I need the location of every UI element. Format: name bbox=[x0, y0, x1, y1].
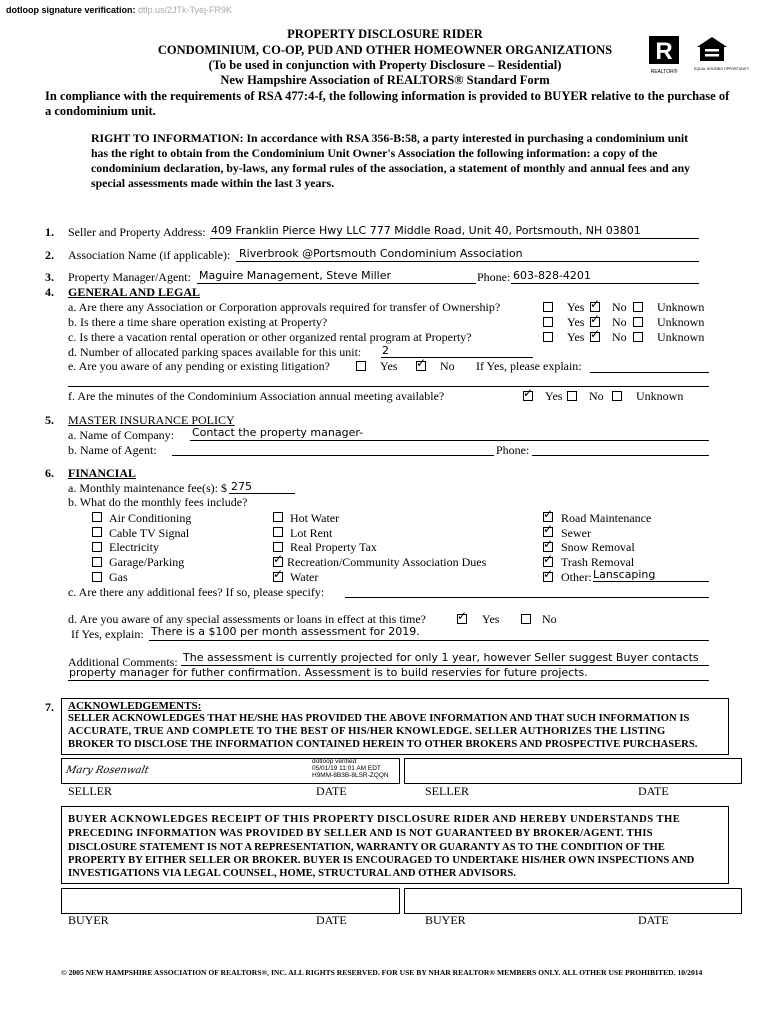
additional-comments-line-2 bbox=[68, 680, 709, 681]
fee-cable-tv-label: Cable TV Signal bbox=[109, 526, 190, 540]
section-7-number: 7. bbox=[45, 700, 54, 714]
additional-fees-label: c. Are there any additional fees? If so, please specify: bbox=[68, 585, 325, 599]
q4a-yes-label: Yes bbox=[567, 300, 585, 314]
fee-sewer-checkbox[interactable] bbox=[543, 527, 553, 537]
seller-ack-line-1: SELLER ACKNOWLEDGES THAT HE/SHE HAS PROVIDED THE ABOVE INFORMATION AND THAT SUCH INFORMATION IS bbox=[68, 713, 690, 724]
question-4f: f. Are the minutes of the Condominium Association annual meeting available? bbox=[68, 389, 445, 403]
insurance-company-label: a. Name of Company: bbox=[68, 428, 174, 442]
insurance-phone-line[interactable] bbox=[532, 455, 709, 456]
buyer-date-label-2: DATE bbox=[638, 913, 669, 927]
seller-signature-box-2[interactable] bbox=[404, 758, 742, 784]
fee-water-checkbox[interactable] bbox=[273, 572, 283, 582]
fee-garage-parking-label: Garage/Parking bbox=[109, 555, 185, 569]
q4a-yes-checkbox[interactable] bbox=[543, 302, 553, 312]
question-4a: a. Are there any Association or Corporation approvals required for transfer of Ownership? bbox=[68, 300, 501, 314]
association-name-field[interactable]: Riverbrook @Portsmouth Condominium Association bbox=[239, 247, 523, 260]
fee-other-label: Other: bbox=[561, 570, 592, 584]
fee-lot-rent-label: Lot Rent bbox=[290, 526, 333, 540]
question-4c: c. Is there a vacation rental operation or other organized rental program at Property? bbox=[68, 330, 472, 344]
equal-housing-icon bbox=[694, 35, 750, 71]
q4e-no-checkbox[interactable] bbox=[416, 361, 426, 371]
seller-ack-line-2: ACCURATE, TRUE AND COMPLETE TO THE BEST OF HIS/HER KNOWLEDGE. SELLER AUTHORIZES THE LISTING bbox=[68, 726, 666, 737]
fee-cable-tv-checkbox[interactable] bbox=[92, 527, 102, 537]
copyright-footer: © 2005 NEW HAMPSHIRE ASSOCIATION OF REALTORS®, INC. ALL RIGHTS RESERVED. FOR USE BY NHAR REALTOR® MEMBERS ONLY. ALL OTHER USE PROHIBITED. 10/2014 bbox=[61, 968, 703, 977]
fee-other-line bbox=[593, 581, 709, 582]
financial-heading: FINANCIAL bbox=[68, 466, 137, 480]
buyer-signature-box-2[interactable] bbox=[404, 888, 742, 914]
q4c-no-checkbox[interactable] bbox=[590, 332, 600, 342]
svg-text:R: R bbox=[655, 38, 673, 65]
seller-signature: Mary Rosenwalt bbox=[64, 765, 150, 776]
seller-ack-line-3: BROKER TO DISCLOSE THE INFORMATION CONTAINED HEREIN TO OTHER BROKERS AND PROSPECTIVE PURCHASERS. bbox=[68, 739, 698, 750]
fee-garage-parking-checkbox[interactable] bbox=[92, 557, 102, 567]
q4b-unknown-checkbox[interactable] bbox=[633, 317, 643, 327]
buyer-signature-box-1[interactable] bbox=[61, 888, 400, 914]
acknowledgements-heading: ACKNOWLEDGEMENTS: bbox=[68, 700, 202, 712]
seller-address-line bbox=[210, 238, 699, 239]
fee-trash-removal-label: Trash Removal bbox=[561, 555, 635, 569]
fee-real-property-tax-checkbox[interactable] bbox=[273, 542, 283, 552]
buyer-ack-line-5: INVESTIGATIONS VIA LEGAL COUNSEL, HOME, STRUCTURAL AND OTHER ADVISORS. bbox=[68, 868, 516, 879]
dotloop-verified-stamp bbox=[312, 758, 389, 779]
section-4-number: 4. bbox=[45, 285, 54, 299]
fee-real-property-tax-label: Real Property Tax bbox=[290, 540, 377, 554]
verification-link[interactable]: dtlp.us/2JTk-Tyej-FR9K bbox=[138, 5, 233, 15]
fee-lot-rent-checkbox[interactable] bbox=[273, 527, 283, 537]
q4f-yes-label: Yes bbox=[545, 389, 563, 403]
q4a-unknown-label: Unknown bbox=[657, 300, 705, 314]
realtor-logo-text: REALTOR® bbox=[650, 69, 678, 75]
form-association: New Hampshire Association of REALTORS® Standard Form bbox=[220, 73, 550, 87]
dotloop-verification bbox=[6, 5, 232, 15]
q4a-no-checkbox[interactable] bbox=[590, 302, 600, 312]
seller-date-label-1: DATE bbox=[316, 784, 347, 798]
verification-label: dotloop signature verification: bbox=[6, 5, 136, 15]
section-2-number: 2. bbox=[45, 248, 54, 262]
special-assessments-question: d. Are you aware of any special assessments or loans in effect at this time? bbox=[68, 612, 427, 626]
assessments-no-label: No bbox=[542, 612, 557, 626]
insurance-agent-line[interactable] bbox=[172, 455, 494, 456]
right-to-info-4: special assessments made within the last 3 years. bbox=[91, 176, 335, 190]
fee-road-maintenance-checkbox[interactable] bbox=[543, 512, 553, 522]
assessments-yes-label: Yes bbox=[482, 612, 500, 626]
association-name-line bbox=[236, 261, 699, 262]
master-insurance-heading: MASTER INSURANCE POLICY bbox=[68, 413, 235, 427]
section-6-number: 6. bbox=[45, 466, 54, 480]
property-manager-label: Property Manager/Agent: bbox=[68, 270, 191, 284]
q4e-no-label: No bbox=[440, 359, 455, 373]
parking-spaces-field[interactable]: 2 bbox=[382, 344, 389, 357]
q4a-no-label: No bbox=[612, 300, 627, 314]
q4f-no-label: No bbox=[589, 389, 604, 403]
property-manager-field[interactable]: Maguire Management, Steve Miller bbox=[199, 269, 392, 282]
fee-other-checkbox[interactable] bbox=[543, 572, 553, 582]
q4b-no-label: No bbox=[612, 315, 627, 329]
buyer-label-2: BUYER bbox=[425, 913, 466, 927]
question-4e: e. Are you aware of any pending or existing litigation? bbox=[68, 359, 330, 373]
fee-sewer-label: Sewer bbox=[561, 526, 591, 540]
property-manager-phone-field[interactable]: 603-828-4201 bbox=[513, 269, 591, 282]
q4c-yes-checkbox[interactable] bbox=[543, 332, 553, 342]
q4e-explain-line-2[interactable] bbox=[68, 386, 709, 387]
fee-recreation-dues-checkbox[interactable] bbox=[273, 557, 283, 567]
seller-label-1: SELLER bbox=[68, 784, 112, 798]
form-usage-note: (To be used in conjunction with Property Disclosure – Residential) bbox=[208, 58, 562, 72]
additional-fees-line[interactable] bbox=[345, 597, 709, 598]
fee-trash-removal-checkbox[interactable] bbox=[543, 557, 553, 567]
section-5-number: 5. bbox=[45, 413, 54, 427]
fee-hot-water-checkbox[interactable] bbox=[273, 512, 283, 522]
assessments-explain-field[interactable]: There is a $100 per month assessment for 2019. bbox=[151, 625, 420, 638]
section-1-number: 1. bbox=[45, 225, 54, 239]
equal-housing-text: EQUAL HOUSING OPPORTUNITY bbox=[694, 67, 750, 71]
q4c-unknown-checkbox[interactable] bbox=[633, 332, 643, 342]
buyer-label-1: BUYER bbox=[68, 913, 109, 927]
seller-address-field[interactable]: 409 Franklin Pierce Hwy LLC 777 Middle Road, Unit 40, Portsmouth, NH 03801 bbox=[211, 224, 641, 237]
fee-gas-checkbox[interactable] bbox=[92, 572, 102, 582]
maintenance-fee-field[interactable]: 275 bbox=[231, 480, 252, 493]
property-manager-phone-line bbox=[511, 283, 699, 284]
buyer-ack-line-1: BUYER ACKNOWLEDGES RECEIPT OF THIS PROPERTY DISCLOSURE RIDER AND HEREBY UNDERSTANDS THE bbox=[68, 814, 681, 825]
dotloop-stamp-line-2: 05/01/19 11:01 AM EDT bbox=[312, 765, 381, 772]
general-legal-heading: GENERAL AND LEGAL bbox=[68, 285, 201, 299]
additional-comments-field-1[interactable]: The assessment is currently projected for only 1 year, however Seller suggest Buyer contacts bbox=[183, 651, 699, 664]
fee-electricity-checkbox[interactable] bbox=[92, 542, 102, 552]
fee-recreation-dues-label: Recreation/Community Association Dues bbox=[287, 555, 487, 569]
q4f-no-checkbox[interactable] bbox=[567, 391, 577, 401]
q4c-yes-label: Yes bbox=[567, 330, 585, 344]
buyer-date-label-1: DATE bbox=[316, 913, 347, 927]
fee-electricity-label: Electricity bbox=[109, 540, 159, 554]
fee-air-conditioning-checkbox[interactable] bbox=[92, 512, 102, 522]
dotloop-stamp-line-1: dotloop verified bbox=[312, 758, 357, 765]
association-name-label: Association Name (if applicable): bbox=[68, 248, 231, 262]
q4e-yes-checkbox[interactable] bbox=[356, 361, 366, 371]
fee-water-label: Water bbox=[290, 570, 319, 584]
seller-label-2: SELLER bbox=[425, 784, 469, 798]
right-to-info-1: RIGHT TO INFORMATION: In accordance with RSA 356-B:58, a party interested in purchasing a condominium unit bbox=[91, 131, 689, 145]
fees-include-label: b. What do the monthly fees include? bbox=[68, 495, 248, 509]
q4c-unknown-label: Unknown bbox=[657, 330, 705, 344]
section-3-number: 3. bbox=[45, 270, 54, 284]
form-subtitle: CONDOMINIUM, CO-OP, PUD AND OTHER HOMEOWNER ORGANIZATIONS bbox=[157, 43, 613, 57]
assessments-explain-line bbox=[149, 640, 709, 641]
right-to-info-2: has the right to obtain from the Condominium Unit Owner's Association the following information: a copy of the bbox=[91, 146, 658, 160]
maintenance-fee-line bbox=[229, 493, 295, 494]
dotloop-stamp-line-3: H9MM-8B3B-8LSR-ZQQN bbox=[312, 772, 389, 779]
q4b-no-checkbox[interactable] bbox=[590, 317, 600, 327]
maintenance-fee-label: a. Monthly maintenance fee(s): $ bbox=[68, 481, 227, 495]
form-title: PROPERTY DISCLOSURE RIDER bbox=[287, 27, 483, 41]
assessments-no-checkbox[interactable] bbox=[521, 614, 531, 624]
buyer-ack-line-3: DISCLOSURE STATEMENT IS NOT A REPRESENTATION, WARRANTY OR GUARANTY AS TO THE CONDITION OF THE bbox=[68, 842, 665, 853]
assessments-explain-label: If Yes, explain: bbox=[71, 627, 144, 641]
fee-gas-label: Gas bbox=[109, 570, 128, 584]
right-to-info-3: condominium declaration, by-laws, any formal rules of the association, a statement of monthly and annual fees and any bbox=[91, 161, 691, 175]
q4a-unknown-checkbox[interactable] bbox=[633, 302, 643, 312]
assessments-yes-checkbox[interactable] bbox=[457, 614, 467, 624]
fee-air-conditioning-label: Air Conditioning bbox=[109, 511, 192, 525]
fee-snow-removal-checkbox[interactable] bbox=[543, 542, 553, 552]
q4f-unknown-label: Unknown bbox=[636, 389, 684, 403]
q4b-unknown-label: Unknown bbox=[657, 315, 705, 329]
fee-snow-removal-label: Snow Removal bbox=[561, 540, 635, 554]
question-4d: d. Number of allocated parking spaces available for this unit: bbox=[68, 345, 362, 359]
q4b-yes-label: Yes bbox=[567, 315, 585, 329]
compliance-text: In compliance with the requirements of RSA 477:4-f, the following information is provided to BUYER relative to the purchase of bbox=[45, 89, 730, 103]
compliance-text-2: a condominium unit. bbox=[45, 104, 156, 118]
fee-hot-water-label: Hot Water bbox=[290, 511, 340, 525]
property-manager-line bbox=[197, 283, 476, 284]
additional-comments-label: Additional Comments: bbox=[68, 655, 178, 669]
insurance-company-field[interactable]: Contact the property manager- bbox=[192, 426, 364, 439]
buyer-ack-line-4: PROPERTY BY EITHER SELLER OR BROKER. BUYER IS ENCOURAGED TO UNDERTAKE HIS/HER OWN INSPECTIONS AND bbox=[68, 855, 695, 866]
seller-date-label-2: DATE bbox=[638, 784, 669, 798]
additional-comments-field-2[interactable]: property manager for futher confirmation. Assessment is to build reservies for future projects. bbox=[69, 666, 588, 679]
insurance-company-line bbox=[190, 440, 709, 441]
insurance-agent-label: b. Name of Agent: bbox=[68, 443, 157, 457]
q4f-unknown-checkbox[interactable] bbox=[612, 391, 622, 401]
buyer-ack-line-2: PRECEDING INFORMATION WAS PROVIDED BY SELLER AND IS NOT GUARANTEED BY BROKER/AGENT. THIS bbox=[68, 828, 653, 839]
q4b-yes-checkbox[interactable] bbox=[543, 317, 553, 327]
q4e-explain-label: If Yes, please explain: bbox=[476, 359, 582, 373]
q4f-yes-checkbox[interactable] bbox=[523, 391, 533, 401]
parking-spaces-line bbox=[381, 357, 533, 358]
q4e-explain-line[interactable] bbox=[590, 372, 709, 373]
question-4b: b. Is there a time share operation existing at Property? bbox=[68, 315, 328, 329]
q4c-no-label: No bbox=[612, 330, 627, 344]
property-manager-phone-label: Phone: bbox=[477, 270, 511, 284]
insurance-phone-label: Phone: bbox=[496, 443, 530, 457]
fee-other-field[interactable]: Lanscaping bbox=[593, 568, 656, 581]
realtor-logo-icon bbox=[648, 35, 680, 75]
seller-address-label: Seller and Property Address: bbox=[68, 225, 206, 239]
q4e-yes-label: Yes bbox=[380, 359, 398, 373]
fee-road-maintenance-label: Road Maintenance bbox=[561, 511, 652, 525]
